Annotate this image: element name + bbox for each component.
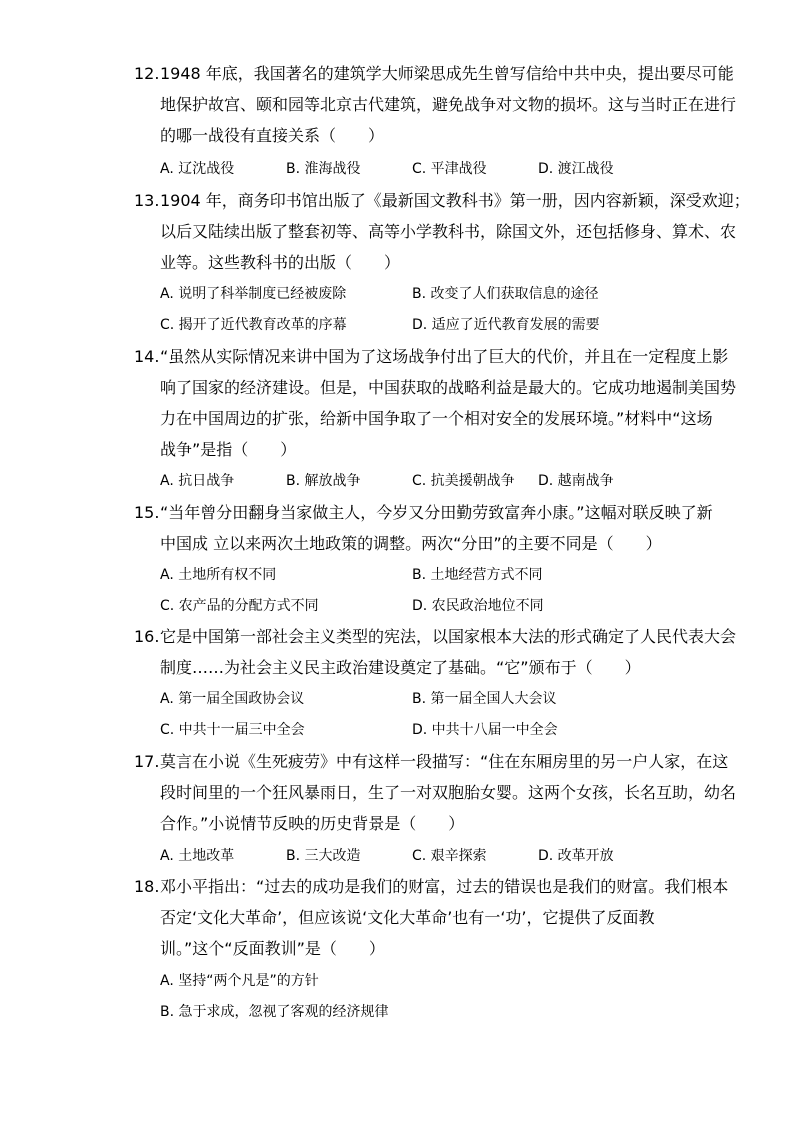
option-a[interactable]: A. 第一届全国政协会议 — [160, 691, 305, 707]
option-b[interactable]: B. 土地经营方式不同 — [412, 567, 543, 583]
question-number: 17. — [134, 752, 160, 771]
option-d[interactable]: D. 越南战争 — [538, 473, 614, 489]
option-c[interactable]: C. 中共十一届三中全会 — [160, 722, 305, 738]
option-a[interactable]: A. 土地改革 — [160, 848, 235, 864]
question-text-line: 1948 年底，我国著名的建筑学大师梁思成先生曾写信给中共中央，提出要尽可能 — [160, 64, 734, 83]
option-c[interactable]: C. 艰辛探索 — [412, 848, 487, 864]
option-d[interactable]: D. 适应了近代教育发展的需要 — [412, 317, 600, 333]
question-text-line: 1904 年，商务印书馆出版了《最新国文教科书》第一册，因内容新颖，深受欢迎； — [160, 191, 750, 210]
question-text-line: 制度……为社会主义民主政治建设奠定了基础。“它”颁布于（ ） — [160, 658, 641, 677]
question-text-line: “虽然从实际情况来讲中国为了这场战争付出了巨大的代价，并且在一定程度上影 — [160, 347, 729, 366]
question-text-line: 战争”是指（ ） — [160, 440, 297, 459]
question-number: 16. — [134, 627, 160, 646]
option-b[interactable]: B. 改变了人们获取信息的途径 — [412, 286, 599, 302]
option-c[interactable]: C. 农产品的分配方式不同 — [160, 598, 319, 614]
question-text-line: 否定‘文化大革命’，但应该说‘文化大革命’也有一‘功’，它提供了反面教 — [160, 908, 655, 927]
question-text-line: 邓小平指出：“过去的成功是我们的财富，过去的错误也是我们的财富。我们根本 — [160, 877, 729, 896]
option-a[interactable]: A. 土地所有权不同 — [160, 567, 277, 583]
option-d[interactable]: D. 渡江战役 — [538, 161, 614, 177]
option-a[interactable]: A. 说明了科举制度已经被废除 — [160, 286, 347, 302]
question-text-line: “当年曾分田翻身当家做主人，今岁又分田勤劳致富奔小康。”这幅对联反映了新 — [160, 503, 713, 522]
option-c[interactable]: C. 揭开了近代教育改革的序幕 — [160, 317, 347, 333]
option-b[interactable]: B. 三大改造 — [286, 848, 361, 864]
question-text-line: 合作。”小说情节反映的历史背景是（ ） — [160, 814, 465, 833]
option-d[interactable]: D. 农民政治地位不同 — [412, 598, 544, 614]
option-d[interactable]: D. 改革开放 — [538, 848, 614, 864]
option-b[interactable]: B. 淮海战役 — [286, 161, 361, 177]
question-text-line: 莫言在小说《生死疲劳》中有这样一段描写：“住在东厢房里的另一户人家，在这 — [160, 752, 729, 771]
question-text-line: 段时间里的一个狂风暴雨日，生了一对双胞胎女婴。这两个女孩，长名互助，幼名 — [160, 783, 737, 802]
option-a[interactable]: A. 抗日战争 — [160, 473, 235, 489]
option-b[interactable]: B. 第一届全国人大会议 — [412, 691, 557, 707]
option-d[interactable]: D. 中共十八届一中全会 — [412, 722, 558, 738]
question-text-line: 响了国家的经济建设。但是，中国获取的战略利益是最大的。它成功地遏制美国势 — [160, 378, 737, 397]
option-c[interactable]: C. 抗美援朝战争 — [412, 473, 515, 489]
option-c[interactable]: C. 平津战役 — [412, 161, 487, 177]
question-text-line: 以后又陆续出版了整套初等、高等小学教科书，除国文外，还包括修身、算术、农 — [160, 222, 737, 241]
option-b[interactable]: B. 解放战争 — [286, 473, 361, 489]
option-b[interactable]: B. 急于求成，忽视了客观的经济规律 — [160, 1004, 389, 1020]
question-text-line: 的哪一战役有直接关系（ ） — [160, 126, 385, 145]
question-number: 13. — [134, 191, 160, 210]
question-number: 15. — [134, 503, 160, 522]
question-text-line: 业等。这些教科书的出版（ ） — [160, 253, 401, 272]
question-number: 18. — [134, 877, 160, 896]
option-a[interactable]: A. 坚持“两个凡是”的方针 — [160, 973, 319, 989]
question-text-line: 地保护故宫、颐和园等北京古代建筑，避免战争对文物的损坏。这与当时正在进行 — [160, 95, 737, 114]
option-a[interactable]: A. 辽沈战役 — [160, 161, 235, 177]
question-text-line: 力在中国周边的扩张，给新中国争取了一个相对安全的发展环境。”材料中“这场 — [160, 409, 713, 428]
question-number: 12. — [134, 64, 160, 83]
question-text-line: 它是中国第一部社会主义类型的宪法，以国家根本大法的形式确定了人民代表大会 — [160, 627, 737, 646]
question-text-line: 训。”这个“反面教训”是（ ） — [160, 939, 385, 958]
question-text-line: 中国成 立以来两次土地政策的调整。两次“分田”的主要不同是（ ） — [160, 534, 662, 553]
question-number: 14. — [134, 347, 160, 366]
